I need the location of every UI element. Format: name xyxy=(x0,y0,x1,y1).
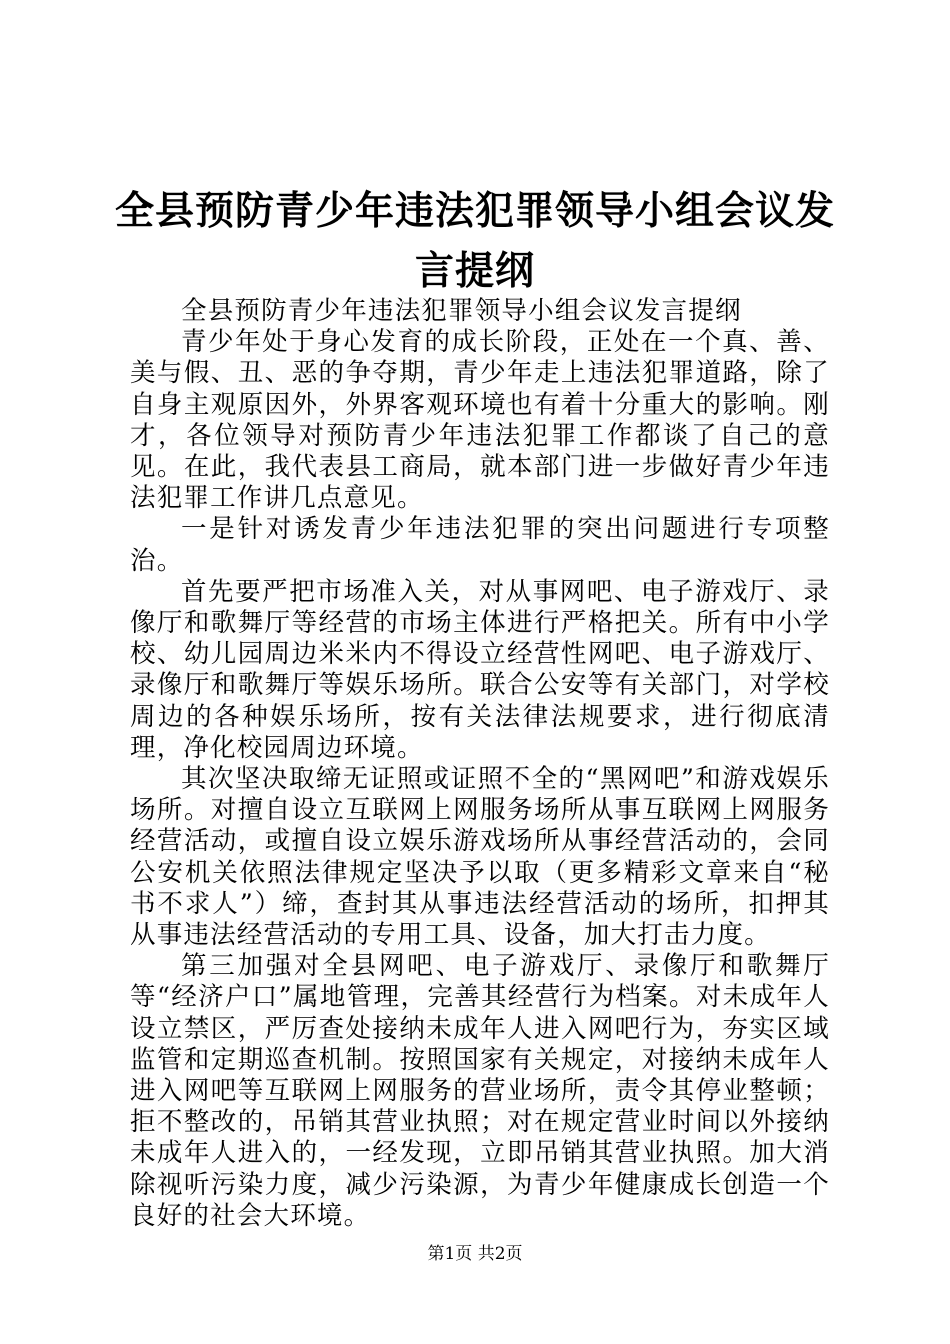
body-paragraph: 青少年处于身心发育的成长阶段，正处在一个真、善、美与假、丑、恶的争夺期，青少年走上违法犯罪道路，除了自身主观原因外，外界客观环境也有着十分重大的影响。刚才，各位领导对预防青少年违法犯罪工作都谈了自己的意见。在此，我代表县工商局，就本部门进一步做好青少年违法犯罪工作讲几点意见。 xyxy=(130,327,830,514)
section-heading-paragraph: 一是针对诱发青少年违法犯罪的突出问题进行专项整治。 xyxy=(130,514,830,576)
document-body xyxy=(130,296,830,1232)
document-title: 全县预防青少年违法犯罪领导小组会议发言提纲 xyxy=(114,189,835,294)
body-paragraph: 其次坚决取缔无证照或证照不全的“黑网吧”和游戏娱乐场所。对擅自设立互联网上网服务场所从事互联网上网服务经营活动，或擅自设立娱乐游戏场所从事经营活动的，会同公安机关依照法律规定坚决予以取（更多精彩文章来自“秘书不求人”）缔，查封其从事违法经营活动的场所，扣押其从事违法经营活动的专用工具、设备，加大打击力度。 xyxy=(130,764,830,951)
body-paragraph: 第三加强对全县网吧、电子游戏厅、录像厅和歌舞厅等“经济户口”属地管理，完善其经营行为档案。对未成年人设立禁区，严厉查处接纳未成年人进入网吧行为，夯实区域监管和定期巡查机制。按照国家有关规定，对接纳未成年人进入网吧等互联网上网服务的营业场所，责令其停业整顿；拒不整改的，吊销其营业执照；对在规定营业时间以外接纳未成年人进入的，一经发现，立即吊销其营业执照。加大消除视听污染力度，减少污染源，为青少年健康成长创造一个良好的社会大环境。 xyxy=(130,951,830,1231)
page-footer: 第1页 共2页 xyxy=(427,1244,523,1264)
subtitle-paragraph: 全县预防青少年违法犯罪领导小组会议发言提纲 xyxy=(181,296,742,326)
body-paragraph: 首先要严把市场准入关，对从事网吧、电子游戏厅、录像厅和歌舞厅等经营的市场主体进行严格把关。所有中小学校、幼儿园周边米米内不得设立经营性网吧、电子游戏厅、录像厅和歌舞厅等娱乐场所。联合公安等有关部门，对学校周边的各种娱乐场所，按有关法律法规要求，进行彻底清理，净化校园周边环境。 xyxy=(130,576,830,763)
